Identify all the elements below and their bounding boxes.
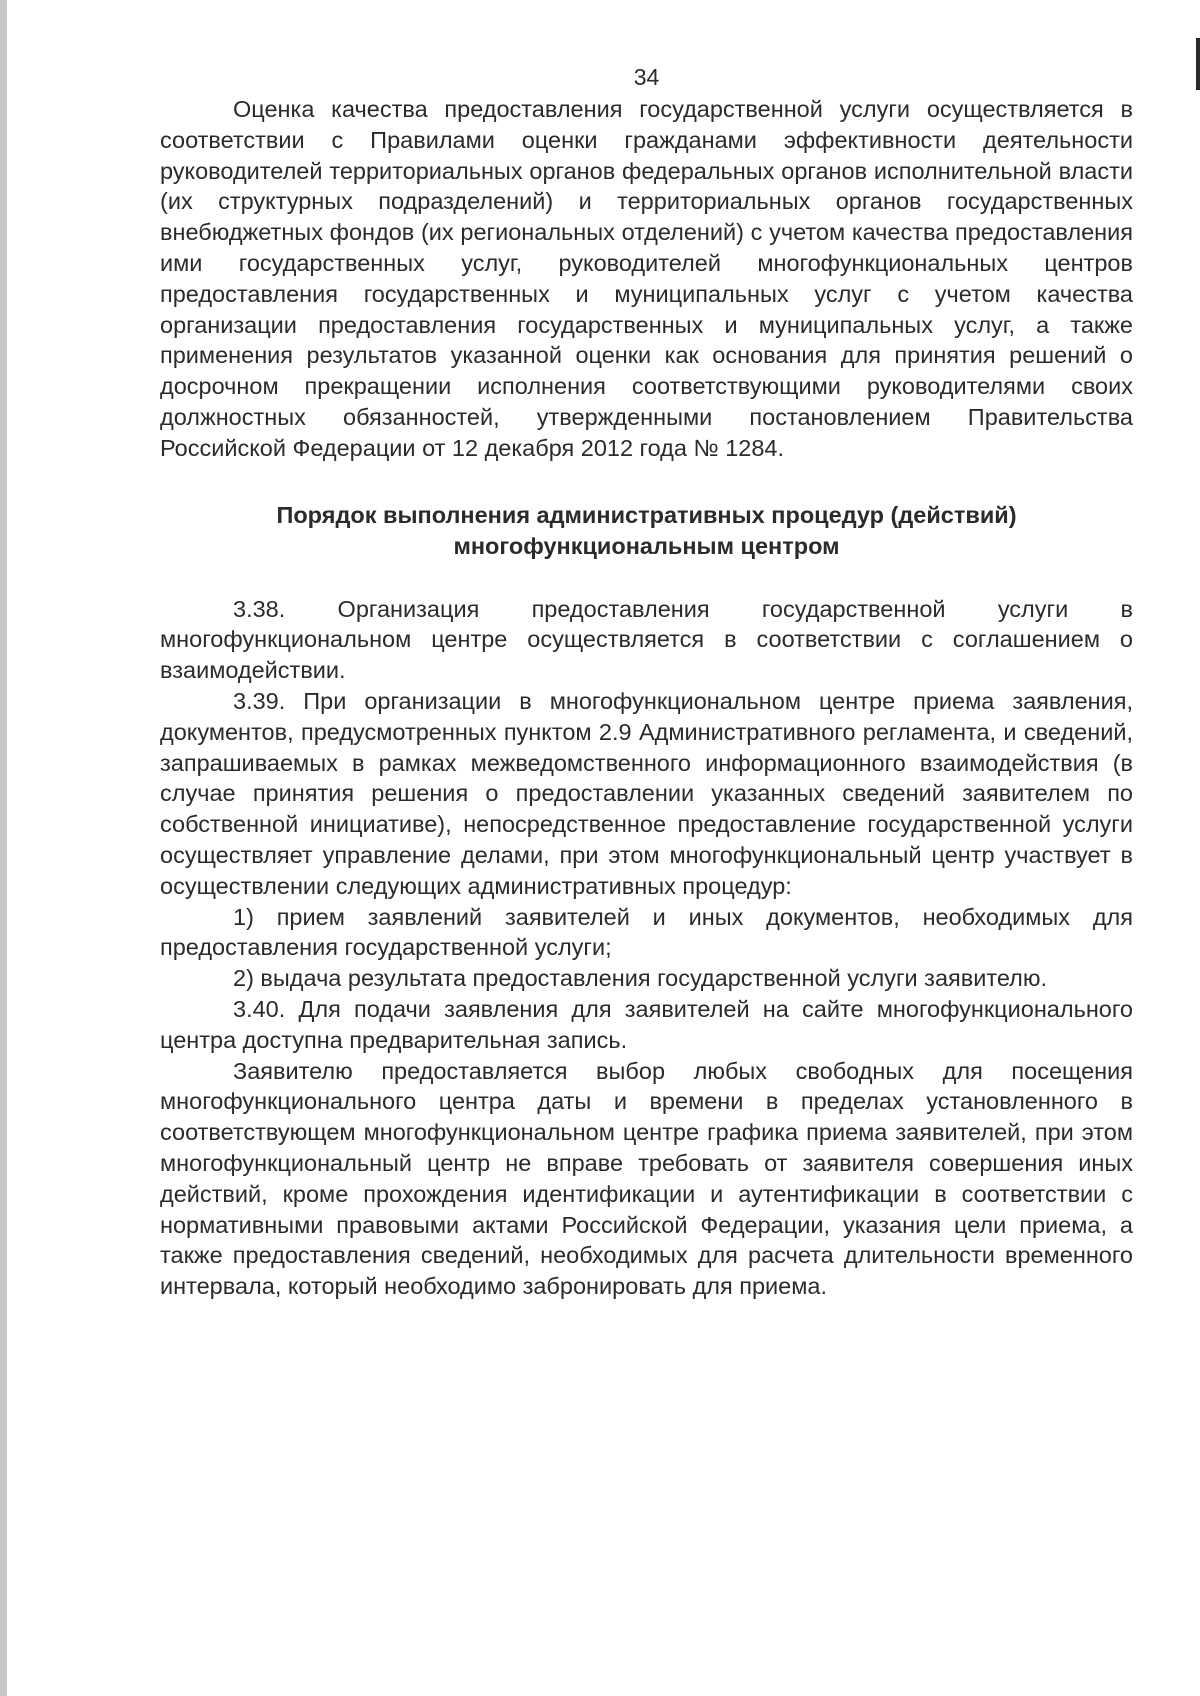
paragraph-3-38: 3.38. Организация предоставления государственной услуги в многофункциональном центре осуществляется в соответствии с соглашением о взаимодействии. <box>160 595 1133 684</box>
section-heading <box>160 500 1133 562</box>
intro-paragraph: Оценка качества предоставления государственной услуги осуществляется в соответствии с Правилами оценки гражданами эффективности деятельности руководителей территориальных органов федеральных органов исполнительной власти (их структурных подразделений) и территориальных органов государственных внебюджетных фондов (их региональных отделений) с учетом качества предоставления ими государственных услуг, руководителей многофункциональных центров предоставления государственных и муниципальных услуг с учетом качества организации предоставления государственных и муниципальных услуг, а также применения результатов указанной оценки как основания для принятия решений о досрочном прекращении исполнения соответствующими руководителями своих должностных обязанностей, утвержденными постановлением Правительства Российской Федерации от 12 декабря 2012 года № 1284. <box>160 96 1133 461</box>
paragraph-3-39: 3.39. При организации в многофункциональном центре приема заявления, документов, предусмотренных пунктом 2.9 Административного регламента, и сведений, запрашиваемых в рамках межведомственного информационного взаимодействия (в случае принятия решения о предоставлении указанных сведений заявителем по собственной инициативе), непосредственное предоставление государственной услуги осуществляет управление делами, при этом многофункциональный центр участвует в осуществлении следующих административных процедур: <box>160 687 1133 899</box>
page-content <box>160 62 1133 1302</box>
paragraph-booking: Заявителю предоставляется выбор любых свободных для посещения многофункционального центра даты и времени в пределах установленного в соответствующем многофункциональном центре графика приема заявителей, при этом многофункциональный центр не вправе требовать от заявителя совершения иных действий, кроме прохождения идентификации и аутентификации в соответствии с нормативными правовыми актами Российской Федерации, указания цели приема, а также предоставления сведений, необходимых для расчета длительности временного интервала, который необходимо забронировать для приема. <box>160 1057 1133 1300</box>
page-number: 34 <box>633 64 660 90</box>
scan-left-edge <box>0 0 7 1696</box>
list-item-1: 1) прием заявлений заявителей и иных документов, необходимых для предоставления государственной услуги; <box>160 903 1133 961</box>
section-heading-line-2: многофункциональным центром <box>453 532 840 559</box>
scan-right-edge-mark <box>1196 38 1200 90</box>
paragraph-3-40: 3.40. Для подачи заявления для заявителей на сайте многофункционального центра доступна предварительная запись. <box>160 995 1133 1053</box>
list-item-2: 2) выдача результата предоставления государственной услуги заявителю. <box>233 965 1048 992</box>
section-heading-line-1: Порядок выполнения административных процедур (действий) <box>276 501 1017 528</box>
